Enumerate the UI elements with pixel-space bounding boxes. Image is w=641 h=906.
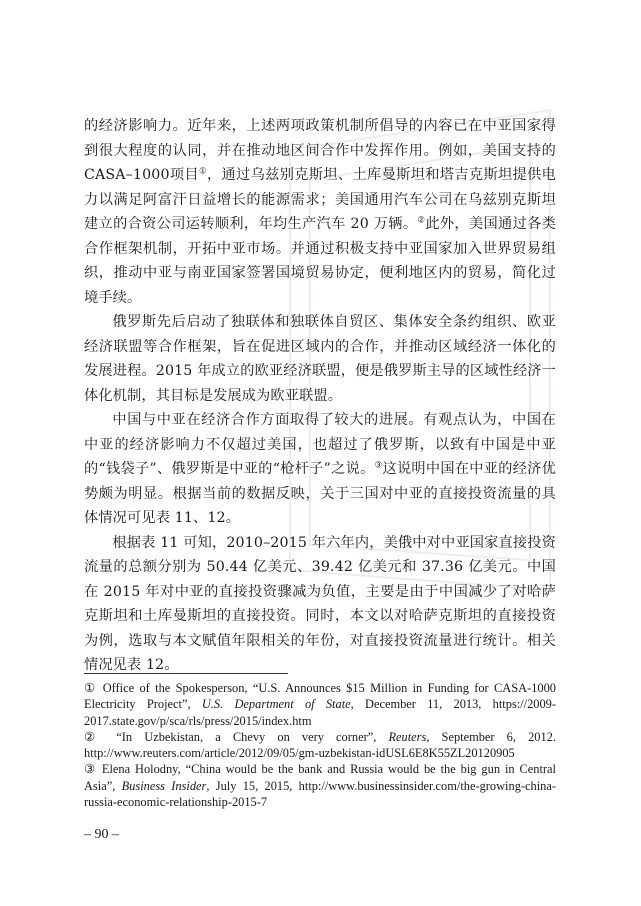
footnote-ref: ② [417,215,426,226]
footnote-item [84,761,556,810]
page-number: – 90 – [84,827,119,842]
footnotes [84,680,556,810]
footnote-text: , July 15, 2015, http://www.businessinsider.com/the-growing-china-russia-economic-relationship-2015-7 [84,778,556,810]
paragraph [84,310,556,408]
body-text [84,114,556,678]
footnote-source-title: Reuters [388,729,427,744]
footnote-text: , September 6, 2012. http://www.reuters.com/article/2012/09/05/gm-uzbekistan-idUSL6E8K55ZL20120905 [84,729,556,761]
footnote-source-title: Business Insider [121,778,207,793]
footnote-text: ② “In Uzbekistan, a Chevy on very corner”, [84,729,389,744]
footnote-text: , December 11, 2013, https://2009-2017.state.gov/p/sca/rls/press/2015/index.htm [84,697,556,728]
paragraph-text: ，通过乌兹别克斯坦、土库曼斯坦和塔吉克斯坦提供电力以满足阿富汗日益增长的能源需求；美国通用汽车公司在乌兹别克斯坦建立的合资公司运转顺利，年均生产汽车 20 万辆。 [84,167,556,232]
footnote-separator [84,673,288,674]
paragraph [84,114,556,310]
paragraph-text: 俄罗斯先后启动了独联体和独联体自贸区、集体安全条约组织、欧亚经济联盟等合作框架，旨在促进区域内的合作，并推动区域经济一体化的发展进程。2015 年成立的欧亚经济联盟，便是俄罗斯主导的区域性经济一体化机制，其目标是发展成为欧亚联盟。 [84,314,556,404]
paragraph [84,408,556,531]
footnote-source-title: U.S. Department of State [201,697,351,712]
footnote-ref: ③ [374,460,383,471]
footnote-item [84,680,556,729]
paragraph-text: 的经济影响力。近年来，上述两项政策机制所倡导的内容已在中亚国家得到很大程度的认同，并在推动地区间合作中发挥作用。例如，美国支持的CASA–1000项目 [84,118,556,183]
footnote-ref: ① [198,166,207,177]
footnote-text: ③ Elena Holodny, “China would be the bank and Russia would be the big gun in Central Asia”, [84,762,556,793]
paragraph-text: 此外，美国通过各类合作框架机制，开拓中亚市场。并通过积极支持中亚国家加入世界贸易组织，推动中亚与南亚国家签署国境贸易协定，便利地区内的贸易，简化过境手续。 [84,216,556,306]
paragraph-text: 根据表 11 可知，2010–2015 年六年内，美俄中对中亚国家直接投资流量的总额分别为 50.44 亿美元、39.42 亿美元和 37.36 亿美元。中国在 2015 年对中亚的直接投资骤减为负值，主要是由于中国减少了对哈萨克斯坦和土库曼斯坦的直接投资。同时，本文以对哈萨克斯坦的直接投资为例，选取与本文赋值年限相关的年份，对直接投资流量进行统计。相关情况见表 12。 [84,534,556,673]
paragraph-text: 中国与中亚在经济合作方面取得了较大的进展。有观点认为，中国在中亚的经济影响力不仅超过美国，也超过了俄罗斯，以致有中国是中亚的“钱袋子”、俄罗斯是中亚的“枪杆子”之说。 [84,412,556,477]
paragraph-text: 这说明中国在中亚的经济优势颇为明显。根据当前的数据反映，关于三国对中亚的直接投资流量的具体情况可见表 11、12。 [84,461,556,526]
footnote-item [84,729,556,762]
paragraph [84,531,556,678]
footnote-text: ① Office of the Spokesperson, “U.S. Announces $15 Million in Funding for CASA-1000 Electricity Project”, [84,681,556,712]
